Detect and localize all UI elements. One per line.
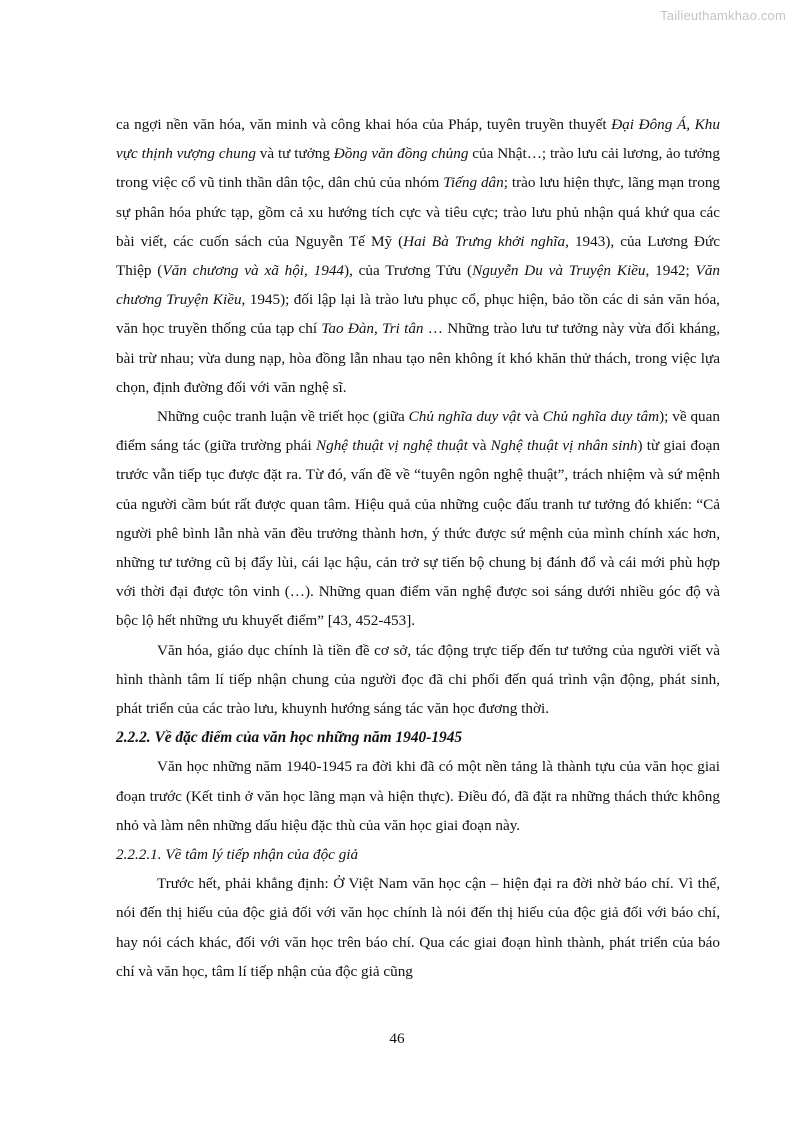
text-run: và tư tưởng	[255, 145, 334, 163]
text-run: Văn hóa, giáo dục chính là tiền đề cơ sở, tác động trực tiếp đến tư tưởng của người viết và hình thành tâm lí tiếp nhận chung của người đọc đã chi phối đến quá trình vận động, phát sinh, phát triển của các trào lưu, khuynh hướng sáng tác văn học đương thời.	[116, 641, 720, 718]
page-number: 46	[389, 1030, 405, 1047]
text-run: … Những trào lưu tư tưởng này vừa đối kháng, bài trừ nhau; vừa dung nạp, hòa đồng lẫn nhau tạo nên không ít khó khăn thử thách, trong việc lựa chọn, định đường đối với văn nghệ sĩ.	[116, 320, 720, 396]
paragraph-1	[116, 110, 720, 402]
text-run: , 1945); đối lập lại là trào lưu phục cổ, phục hiện, bảo tồn các di sản văn hóa, văn học truyền thống của tạp chí	[116, 291, 720, 338]
italic-text-run: Tiếng dân	[443, 174, 504, 192]
italic-text-run: Tao Đàn	[321, 320, 375, 338]
italic-text-run: Chủ nghĩa duy tâm	[542, 408, 660, 426]
text-run: ) từ giai đoạn trước vẫn tiếp tục được đặt ra. Từ đó, vấn đề về “tuyên ngôn nghệ thuật”, trách nhiệm và sứ mệnh của người cầm bút rất được quan tâm. Hiệu quả của những cuộc đấu tranh tư tưởng đó khiến: “Cả người phê bình lẫn nhà văn đều trưởng thành hơn, ý thức được sứ mệnh của mình chính xác hơn, những tư tưởng cũ bị đẩy lùi, cái lạc hậu, cản trở sự tiến bộ chung bị đánh đổ và cái mới phù hợp với thời đại được tôn vinh (…). Những quan điểm văn nghệ được soi sáng dưới nhiều góc độ và bộc lộ hết những ưu khuyết điểm” [43, 452-453].	[116, 437, 720, 630]
text-run: của Nhật…; trào lưu cải lương, ảo tưởng trong việc cổ vũ tinh thần dân tộc, dân chủ của nhóm	[116, 145, 720, 192]
section-heading-2-2-2: 2.2.2. Về đặc điểm của văn học những năm 1940-1945	[116, 729, 463, 747]
italic-text-run: Chủ nghĩa duy vật	[408, 408, 521, 426]
text-run: ), của Trương Tửu (	[344, 262, 473, 280]
italic-text-run: Tri tân	[382, 320, 424, 338]
text-run: ,	[374, 320, 383, 338]
italic-text-run: Đại Đông Á, Khu vực thịnh vượng chung	[116, 116, 720, 163]
italic-text-run: Đồng văn đồng chủng	[333, 145, 469, 163]
italic-text-run: Văn chương và xã hội, 1944	[162, 262, 345, 280]
text-run: ; trào lưu hiện thực, lãng mạn trong sự phân hóa phức tạp, gồm cả xu hướng tích cực và tiêu cực; trào lưu phủ nhận quá khứ qua các bài viết, các cuốn sách của Nguyễn Tế Mỹ (	[116, 174, 721, 250]
text-run: Trước hết, phải khẳng định: Ở Việt Nam văn học cận – hiện đại ra đời nhờ báo chí. Vì thế, nói đến thị hiếu của độc giả đối với văn học chính là nói đến thị hiếu của độc giả đối với báo chí, hay nói cách khác, đối với văn học trên báo chí. Qua các giai đoạn hình thành, phát triển của báo chí và văn học, tâm lí tiếp nhận của độc giả cũng	[116, 875, 720, 980]
italic-text-run: Nghệ thuật vị nghệ thuật	[315, 437, 468, 455]
paragraph-2	[116, 402, 720, 636]
text-run: ); về quan điểm sáng tác (giữa trường phái	[116, 408, 720, 455]
watermark-text: Tailieuthamkhao.com	[660, 8, 786, 23]
italic-text-run: Nghệ thuật vị nhân sinh	[490, 437, 638, 455]
paragraph-5	[116, 869, 720, 986]
italic-text-run: Văn chương Truyện Kiều	[116, 262, 721, 309]
italic-text-run: Nguyễn Du và Truyện Kiều	[472, 262, 646, 280]
text-run: 1943), của Lương Đức Thiệp (	[116, 232, 720, 280]
paragraph-3	[116, 636, 720, 724]
document-body	[116, 110, 720, 986]
subsection-heading-2-2-2-1: 2.2.2.1. Về tâm lý tiếp nhận của độc giả	[116, 846, 359, 864]
italic-text-run: Hai Bà Trưng khởi nghĩa,	[403, 232, 569, 250]
paragraph-4	[116, 752, 720, 840]
text-run: và	[467, 437, 491, 455]
text-run: Văn học những năm 1940-1945 ra đời khi đã có một nền tảng là thành tựu của văn học giai đoạn trước (Kết tinh ở văn học lãng mạn và hiện thực). Điều đó, đã đặt ra những thách thức không nhỏ và làm nên những dấu hiệu đặc thù của văn học giai đoạn này.	[116, 758, 720, 834]
text-run: và	[520, 408, 543, 426]
text-run: , 1942;	[645, 262, 696, 280]
text-run: ca ngợi nền văn hóa, văn minh và công khai hóa của Pháp, tuyên truyền thuyết	[116, 116, 612, 133]
text-run: Những cuộc tranh luận về triết học (giữa	[157, 408, 409, 426]
